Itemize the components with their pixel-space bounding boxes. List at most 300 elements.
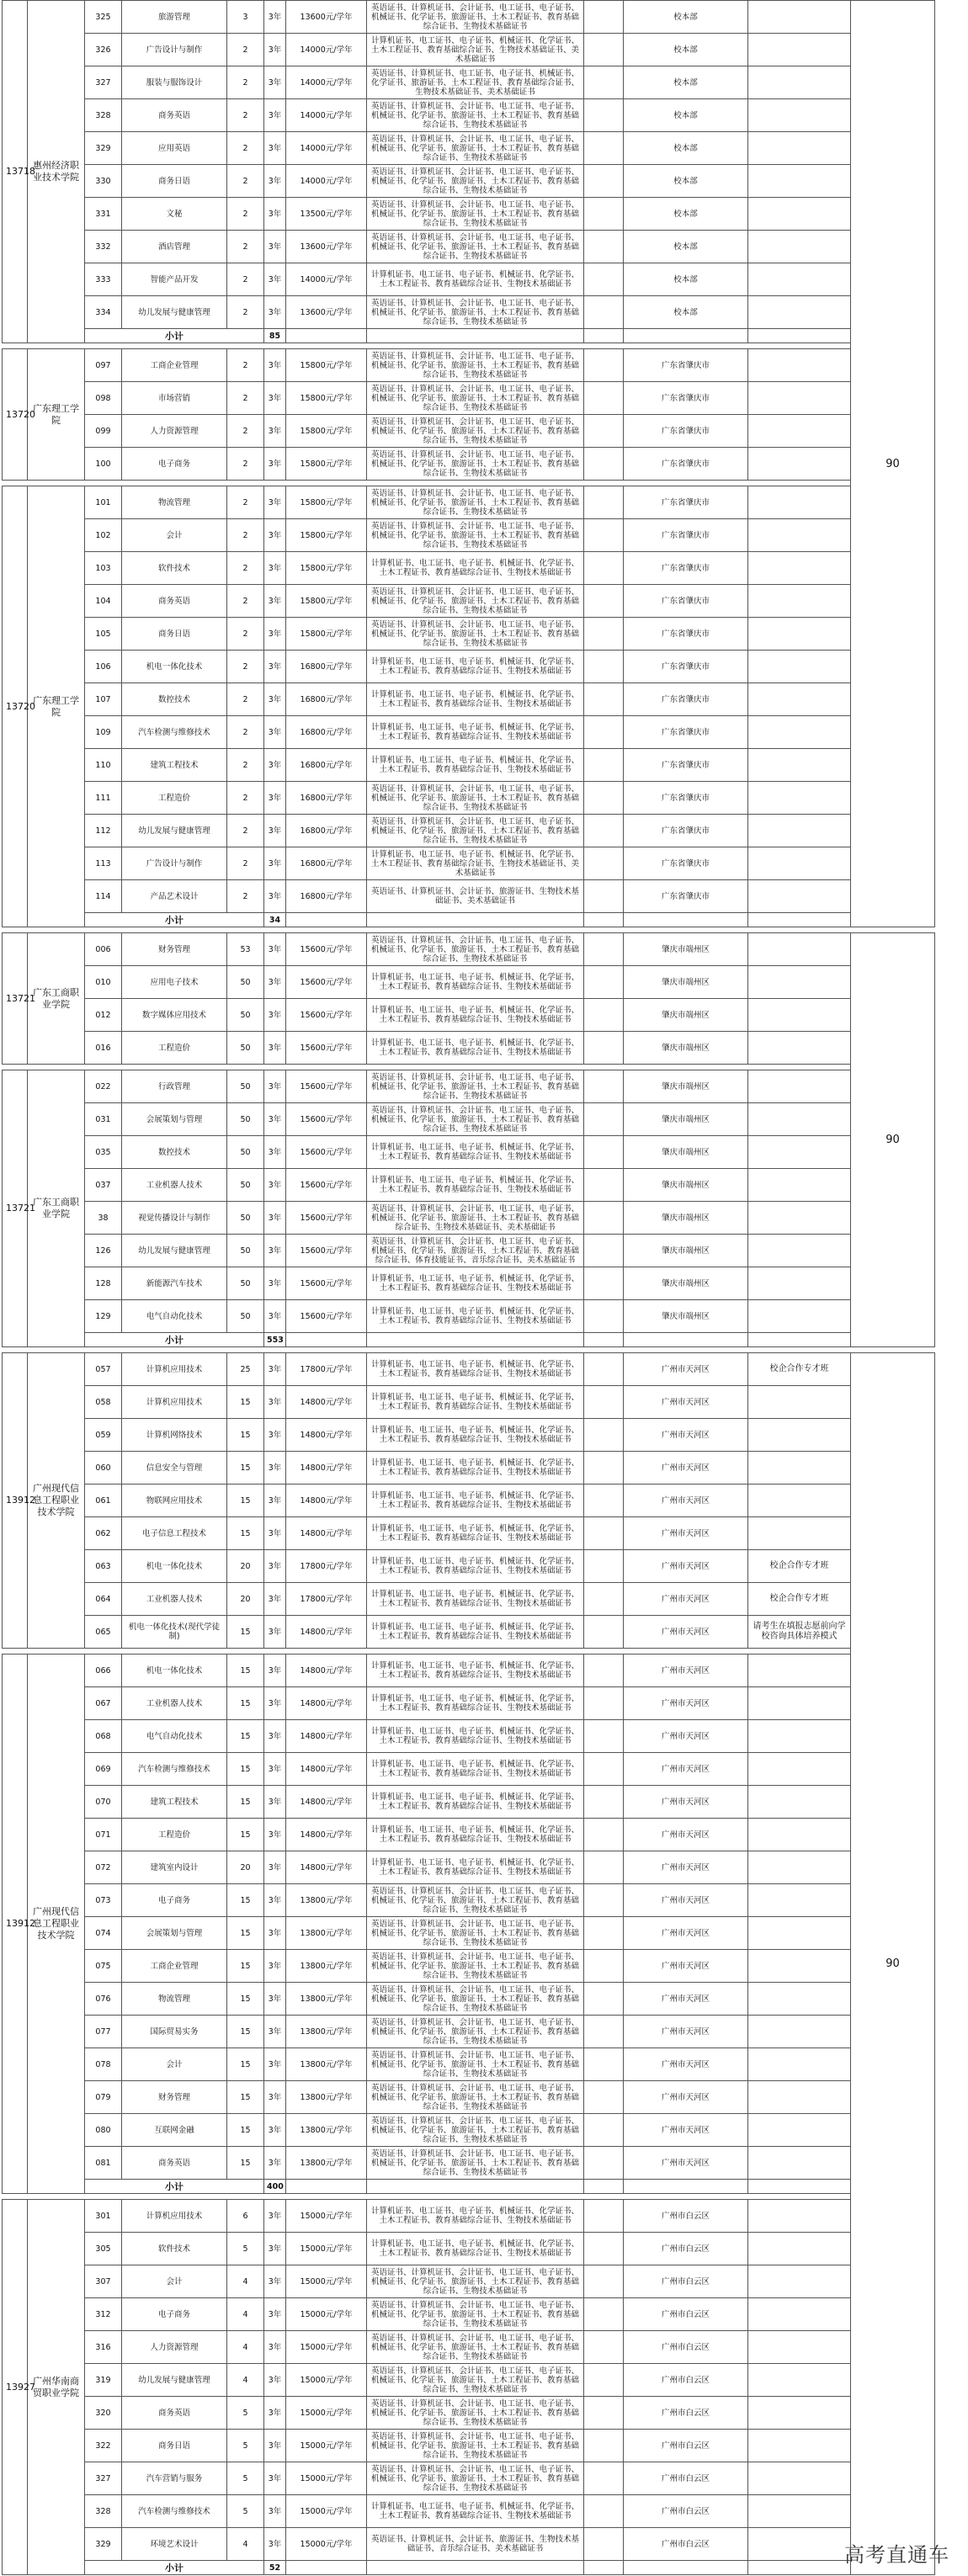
empty-cell — [584, 2200, 624, 2233]
major-code: 031 — [85, 1103, 122, 1136]
empty-cell — [584, 2561, 624, 2575]
campus-location: 校本部 — [624, 263, 748, 296]
major-code: 080 — [85, 2114, 122, 2147]
study-years: 3年 — [264, 1983, 286, 2016]
campus-location: 广州市天河区 — [624, 1753, 748, 1786]
remarks — [748, 99, 851, 132]
major-code: 325 — [85, 1, 122, 34]
major-name: 计算机应用技术 — [122, 1353, 227, 1386]
remarks — [748, 1819, 851, 1851]
remarks — [748, 847, 851, 880]
campus-location: 广州市天河区 — [624, 1386, 748, 1419]
certificate-subjects: 英语证书、计算机证书、会计证书、电工证书、电子证书、机械证书、化学证书、旅游证书、土木工程证书、教育基础综合证书、生物技术基础证书 — [367, 296, 584, 329]
major-code: 073 — [85, 1884, 122, 1917]
major-code: 098 — [85, 382, 122, 415]
table-row — [3, 2048, 935, 2081]
empty-cell — [584, 913, 624, 927]
tuition-fee: 14800元/学年 — [286, 1654, 367, 1687]
campus-location: 广州市天河区 — [624, 2016, 748, 2048]
campus-location: 广东省肇庆市 — [624, 749, 748, 782]
separator-cell — [3, 2194, 851, 2200]
study-years: 3年 — [264, 1103, 286, 1136]
certificate-subjects: 英语证书、计算机证书、会计证书、旅游证书、生物技术基础证书、美术基础证书 — [367, 880, 584, 913]
empty-cell — [584, 1786, 624, 1819]
plan-count: 4 — [227, 2331, 264, 2364]
remarks — [748, 415, 851, 448]
table-row — [3, 132, 935, 165]
major-code: 101 — [85, 486, 122, 519]
subtotal-value: 52 — [264, 2561, 286, 2575]
campus-location: 校本部 — [624, 1, 748, 34]
institution-code: 13720 — [3, 486, 28, 927]
campus-location: 广州市天河区 — [624, 2147, 748, 2180]
major-code: 128 — [85, 1267, 122, 1300]
table-row — [3, 585, 935, 618]
major-name: 会展策划与管理 — [122, 1103, 227, 1136]
study-years: 3年 — [264, 296, 286, 329]
campus-location: 校本部 — [624, 66, 748, 99]
tuition-fee: 13800元/学年 — [286, 1950, 367, 1983]
major-name: 行政管理 — [122, 1070, 227, 1103]
table-row — [3, 486, 935, 519]
table-row — [3, 1353, 935, 1386]
campus-location: 广州市白云区 — [624, 2397, 748, 2430]
tuition-fee: 15000元/学年 — [286, 2430, 367, 2462]
major-code: 071 — [85, 1819, 122, 1851]
major-name: 工程造价 — [122, 782, 227, 815]
certificate-subjects: 英语证书、计算机证书、会计证书、电工证书、电子证书、机械证书、化学证书、旅游证书、土木工程证书、教育基础综合证书、生物技术基础证书 — [367, 933, 584, 966]
study-years: 3年 — [264, 2016, 286, 2048]
major-code: 106 — [85, 651, 122, 683]
empty-cell — [584, 1819, 624, 1851]
tuition-fee: 14800元/学年 — [286, 1851, 367, 1884]
campus-location: 广东省肇庆市 — [624, 519, 748, 552]
group-separator — [3, 2194, 935, 2200]
campus-location: 广州市白云区 — [624, 2430, 748, 2462]
table-row — [3, 415, 935, 448]
plan-count: 53 — [227, 933, 264, 966]
table-row — [3, 2397, 935, 2430]
major-name: 工业机器人技术 — [122, 1583, 227, 1616]
table-row — [3, 1917, 935, 1950]
subtotal-label: 小计 — [85, 329, 264, 343]
study-years: 3年 — [264, 2265, 286, 2298]
tuition-fee: 16800元/学年 — [286, 749, 367, 782]
plan-count: 20 — [227, 1583, 264, 1616]
study-years: 3年 — [264, 1753, 286, 1786]
tuition-fee: 16800元/学年 — [286, 880, 367, 913]
empty-cell — [584, 683, 624, 716]
study-years: 3年 — [264, 2364, 286, 2397]
table-row — [3, 2200, 935, 2233]
tuition-fee: 16800元/学年 — [286, 683, 367, 716]
campus-location: 肇庆市端州区 — [624, 1103, 748, 1136]
empty-cell — [584, 329, 624, 343]
major-code: 322 — [85, 2430, 122, 2462]
tuition-fee: 15600元/学年 — [286, 1202, 367, 1235]
study-years: 3年 — [264, 847, 286, 880]
study-years: 3年 — [264, 2114, 286, 2147]
major-name: 电气自动化技术 — [122, 1300, 227, 1333]
plan-count: 50 — [227, 966, 264, 999]
table-row — [3, 296, 935, 329]
campus-location: 广州市天河区 — [624, 1917, 748, 1950]
tuition-fee: 16800元/学年 — [286, 716, 367, 749]
major-name: 互联网金融 — [122, 2114, 227, 2147]
remarks: 校企合作专才班 — [748, 1550, 851, 1583]
major-code: 006 — [85, 933, 122, 966]
plan-count: 2 — [227, 847, 264, 880]
plan-count: 2 — [227, 519, 264, 552]
table-row — [3, 999, 935, 1032]
empty-cell — [584, 1753, 624, 1786]
empty-cell — [584, 296, 624, 329]
plan-count: 15 — [227, 2048, 264, 2081]
plan-count: 15 — [227, 1819, 264, 1851]
major-name: 数控技术 — [122, 1136, 227, 1169]
plan-count: 2 — [227, 749, 264, 782]
table-row — [3, 1300, 935, 1333]
campus-location: 广东省肇庆市 — [624, 651, 748, 683]
table-row — [3, 165, 935, 198]
table-row — [3, 2265, 935, 2298]
certificate-subjects: 计算机证书、电工证书、电子证书、机械证书、化学证书、土木工程证书、教育基础综合证书、生物技术基础证书 — [367, 1419, 584, 1452]
certificate-subjects: 英语证书、计算机证书、会计证书、电工证书、电子证书、机械证书、化学证书、旅游证书、土木工程证书、教育基础综合证书、生物技术基础证书 — [367, 2364, 584, 2397]
major-name: 产品艺术设计 — [122, 880, 227, 913]
institution-name: 广东理工学院 — [28, 349, 85, 481]
tuition-fee: 15800元/学年 — [286, 415, 367, 448]
tuition-fee: 15000元/学年 — [286, 2331, 367, 2364]
subtotal-value: 553 — [264, 1333, 286, 1347]
certificate-subjects: 计算机证书、电工证书、电子证书、机械证书、化学证书、土木工程证书、教育基础综合证书、生物技术基础证书 — [367, 1753, 584, 1786]
table-row — [3, 749, 935, 782]
empty-cell — [584, 2180, 624, 2194]
tuition-fee: 15600元/学年 — [286, 1032, 367, 1065]
campus-location: 广州市天河区 — [624, 1419, 748, 1452]
empty-cell — [584, 2265, 624, 2298]
empty-cell — [584, 1267, 624, 1300]
major-name: 旅游管理 — [122, 1, 227, 34]
certificate-subjects: 计算机证书、电工证书、电子证书、机械证书、化学证书、土木工程证书、教育基础综合证书、生物技术基础证书 — [367, 1353, 584, 1386]
certificate-subjects: 计算机证书、电工证书、电子证书、机械证书、化学证书、土木工程证书、教育基础综合证书、生物技术基础证书 — [367, 1485, 584, 1517]
empty-cell — [584, 585, 624, 618]
plan-count: 2 — [227, 99, 264, 132]
empty-cell — [584, 1452, 624, 1485]
separator-cell — [3, 1065, 851, 1070]
remarks — [748, 2233, 851, 2265]
certificate-subjects: 计算机证书、电工证书、电子证书、机械证书、化学证书、土木工程证书、教育基础综合证书、生物技术基础证书 — [367, 1386, 584, 1419]
plan-count: 2 — [227, 880, 264, 913]
empty-cell — [584, 2331, 624, 2364]
study-years: 3年 — [264, 1917, 286, 1950]
major-name: 幼儿发展与健康管理 — [122, 1235, 227, 1267]
table-row — [3, 2495, 935, 2528]
study-years: 3年 — [264, 2331, 286, 2364]
campus-location: 广州市天河区 — [624, 1819, 748, 1851]
study-years: 3年 — [264, 2298, 286, 2331]
table-row — [3, 1070, 935, 1103]
empty-cell — [584, 1517, 624, 1550]
table-row — [3, 263, 935, 296]
tuition-fee: 15800元/学年 — [286, 349, 367, 382]
study-years: 3年 — [264, 1136, 286, 1169]
major-name: 电子信息工程技术 — [122, 1517, 227, 1550]
certificate-subjects: 英语证书、计算机证书、会计证书、电工证书、电子证书、机械证书、化学证书、旅游证书、土木工程证书、教育基础综合证书、生物技术基础证书 — [367, 198, 584, 231]
major-name: 商务日语 — [122, 618, 227, 651]
institution-code: 13721 — [3, 933, 28, 1065]
study-years: 3年 — [264, 1235, 286, 1267]
certificate-subjects: 英语证书、计算机证书、会计证书、电工证书、电子证书、机械证书、化学证书、旅游证书、土木工程证书、教育基础综合证书、生物技术基础证书 — [367, 2462, 584, 2495]
table-row — [3, 933, 935, 966]
empty-cell — [584, 1851, 624, 1884]
group-separator — [3, 1347, 935, 1353]
tuition-fee: 15800元/学年 — [286, 382, 367, 415]
major-code: 333 — [85, 263, 122, 296]
campus-location: 肇庆市端州区 — [624, 933, 748, 966]
table-row — [3, 1, 935, 34]
remarks — [748, 349, 851, 382]
remarks — [748, 1235, 851, 1267]
campus-location: 校本部 — [624, 165, 748, 198]
study-years: 3年 — [264, 1819, 286, 1851]
major-name: 会计 — [122, 519, 227, 552]
study-years: 3年 — [264, 2397, 286, 2430]
admission-table — [2, 0, 935, 2575]
major-name: 汽车检测与维修技术 — [122, 2495, 227, 2528]
remarks — [748, 1687, 851, 1720]
plan-count: 4 — [227, 2265, 264, 2298]
certificate-subjects: 计算机证书、电工证书、电子证书、机械证书、化学证书、土木工程证书、教育基础综合证书、生物技术基础证书 — [367, 2233, 584, 2265]
major-code: 066 — [85, 1654, 122, 1687]
institution-name: 广东工商职业学院 — [28, 933, 85, 1065]
campus-location: 广东省肇庆市 — [624, 782, 748, 815]
tuition-fee: 16800元/学年 — [286, 847, 367, 880]
certificate-subjects: 英语证书、计算机证书、会计证书、电工证书、电子证书、机械证书、化学证书、旅游证书、土木工程证书、教育基础综合证书、生物技术基础证书 — [367, 2430, 584, 2462]
group-separator — [3, 927, 935, 933]
plan-count: 2 — [227, 815, 264, 847]
empty-cell — [584, 782, 624, 815]
major-code: 319 — [85, 2364, 122, 2397]
plan-count: 15 — [227, 1983, 264, 2016]
major-code: 113 — [85, 847, 122, 880]
study-years: 3年 — [264, 1550, 286, 1583]
tuition-fee: 14800元/学年 — [286, 1819, 367, 1851]
major-name: 广告设计与制作 — [122, 847, 227, 880]
major-name: 智能产品开发 — [122, 263, 227, 296]
table-row — [3, 2016, 935, 2048]
campus-location: 广东省肇庆市 — [624, 486, 748, 519]
major-name: 服装与服饰设计 — [122, 66, 227, 99]
table-row — [3, 1485, 935, 1517]
tuition-fee: 15600元/学年 — [286, 1267, 367, 1300]
empty-cell — [584, 2233, 624, 2265]
tuition-fee: 15600元/学年 — [286, 1070, 367, 1103]
plan-count: 4 — [227, 2528, 264, 2561]
campus-location: 广州市天河区 — [624, 1884, 748, 1917]
empty-cell — [584, 1583, 624, 1616]
major-name: 软件技术 — [122, 552, 227, 585]
study-years: 3年 — [264, 1851, 286, 1884]
tuition-fee: 15800元/学年 — [286, 585, 367, 618]
major-code: 320 — [85, 2397, 122, 2430]
empty-cell — [584, 2462, 624, 2495]
major-code: 100 — [85, 448, 122, 481]
table-row — [3, 2233, 935, 2265]
certificate-subjects: 英语证书、计算机证书、会计证书、旅游证书、生物技术基础证书、音乐综合证书、美术基础证书 — [367, 2528, 584, 2561]
empty-cell — [748, 329, 851, 343]
tuition-fee: 14000元/学年 — [286, 132, 367, 165]
subtotal-label: 小计 — [85, 1333, 264, 1347]
major-name: 汽车检测与维修技术 — [122, 716, 227, 749]
certificate-subjects: 英语证书、计算机证书、会计证书、电工证书、电子证书、机械证书、化学证书、旅游证书、土木工程证书、教育基础综合证书、生物技术基础证书 — [367, 231, 584, 263]
certificate-subjects: 英语证书、计算机证书、会计证书、电工证书、电子证书、机械证书、化学证书、旅游证书、土木工程证书、教育基础综合证书、生物技术基础证书 — [367, 2147, 584, 2180]
empty-cell — [584, 2430, 624, 2462]
tuition-fee: 15000元/学年 — [286, 2495, 367, 2528]
major-name: 电气自动化技术 — [122, 1720, 227, 1753]
study-years: 3年 — [264, 651, 286, 683]
table-row — [3, 683, 935, 716]
plan-count: 4 — [227, 2298, 264, 2331]
campus-location: 广州市天河区 — [624, 1452, 748, 1485]
major-name: 新能源汽车技术 — [122, 1267, 227, 1300]
campus-location: 广东省肇庆市 — [624, 880, 748, 913]
empty-cell — [367, 1333, 584, 1347]
major-name: 幼儿发展与健康管理 — [122, 815, 227, 847]
plan-count: 20 — [227, 1851, 264, 1884]
major-name: 人力资源管理 — [122, 2331, 227, 2364]
major-name: 会计 — [122, 2265, 227, 2298]
plan-count: 15 — [227, 1884, 264, 1917]
major-name: 幼儿发展与健康管理 — [122, 296, 227, 329]
major-code: 307 — [85, 2265, 122, 2298]
empty-cell — [584, 1983, 624, 2016]
campus-location: 广州市天河区 — [624, 1550, 748, 1583]
empty-cell — [584, 1353, 624, 1386]
certificate-subjects: 英语证书、计算机证书、会计证书、电工证书、电子证书、机械证书、化学证书、旅游证书、土木工程证书、教育基础综合证书、体育技能证书、音乐综合证书、美术基础证书 — [367, 1235, 584, 1267]
remarks — [748, 1300, 851, 1333]
major-code: 069 — [85, 1753, 122, 1786]
tuition-fee: 14000元/学年 — [286, 66, 367, 99]
campus-location: 广州市天河区 — [624, 1786, 748, 1819]
tuition-fee: 15000元/学年 — [286, 2298, 367, 2331]
major-name: 商务日语 — [122, 2430, 227, 2462]
empty-cell — [748, 913, 851, 927]
plan-count: 2 — [227, 585, 264, 618]
remarks — [748, 815, 851, 847]
table-row — [3, 2462, 935, 2495]
major-code: 334 — [85, 296, 122, 329]
certificate-subjects: 计算机证书、电工证书、电子证书、机械证书、化学证书、土木工程证书、教育基础综合证书、生物技术基础证书 — [367, 1169, 584, 1202]
study-years: 3年 — [264, 66, 286, 99]
major-code: 067 — [85, 1687, 122, 1720]
campus-location: 广东省肇庆市 — [624, 847, 748, 880]
study-years: 3年 — [264, 999, 286, 1032]
table-row — [3, 382, 935, 415]
major-code: 111 — [85, 782, 122, 815]
certificate-subjects: 计算机证书、电工证书、电子证书、机械证书、化学证书、土木工程证书、教育基础综合证书、生物技术基础证书 — [367, 1452, 584, 1485]
major-name: 信息安全与管理 — [122, 1452, 227, 1485]
major-code: 102 — [85, 519, 122, 552]
separator-cell — [3, 481, 851, 486]
campus-location: 广东省肇庆市 — [624, 415, 748, 448]
campus-location: 广东省肇庆市 — [624, 683, 748, 716]
separator-cell — [3, 343, 851, 349]
study-years: 3年 — [264, 2081, 286, 2114]
plan-count: 15 — [227, 2114, 264, 2147]
major-code: 331 — [85, 198, 122, 231]
major-name: 商务英语 — [122, 2147, 227, 2180]
tuition-fee: 15000元/学年 — [286, 2364, 367, 2397]
major-code: 107 — [85, 683, 122, 716]
campus-location: 广州市天河区 — [624, 2114, 748, 2147]
institution-code: 13721 — [3, 1070, 28, 1347]
table-row — [3, 1786, 935, 1819]
separator-cell — [3, 1347, 935, 1353]
plan-count: 50 — [227, 1267, 264, 1300]
table-row — [3, 1136, 935, 1169]
plan-count: 2 — [227, 165, 264, 198]
remarks — [748, 132, 851, 165]
remarks — [748, 782, 851, 815]
campus-location: 广州市天河区 — [624, 1353, 748, 1386]
campus-location: 广东省肇庆市 — [624, 382, 748, 415]
certificate-subjects: 英语证书、计算机证书、会计证书、电工证书、电子证书、机械证书、化学证书、旅游证书、土木工程证书、教育基础综合证书、生物技术基础证书 — [367, 99, 584, 132]
empty-cell — [367, 2561, 584, 2575]
major-name: 工业机器人技术 — [122, 1687, 227, 1720]
major-code: 037 — [85, 1169, 122, 1202]
table-row — [3, 1032, 935, 1065]
plan-count: 50 — [227, 1169, 264, 1202]
remarks — [748, 519, 851, 552]
study-years: 3年 — [264, 933, 286, 966]
empty-cell — [584, 1616, 624, 1649]
study-years: 3年 — [264, 1032, 286, 1065]
empty-cell — [584, 66, 624, 99]
table-row — [3, 2528, 935, 2561]
major-code: 099 — [85, 415, 122, 448]
study-years: 3年 — [264, 1452, 286, 1485]
institution-name: 广州现代信息工程职业技术学院 — [28, 1353, 85, 1649]
min-score: 90 — [851, 933, 935, 1347]
table-row — [3, 1103, 935, 1136]
empty-cell — [748, 2561, 851, 2575]
certificate-subjects: 英语证书、计算机证书、会计证书、电工证书、电子证书、机械证书、化学证书、旅游证书、土木工程证书、教育基础综合证书、生物技术基础证书 — [367, 2081, 584, 2114]
tuition-fee: 15600元/学年 — [286, 1103, 367, 1136]
plan-count: 2 — [227, 296, 264, 329]
certificate-subjects: 英语证书、计算机证书、会计证书、电工证书、电子证书、机械证书、化学证书、旅游证书、土木工程证书、教育基础综合证书、生物技术基础证书 — [367, 1103, 584, 1136]
table-row — [3, 815, 935, 847]
certificate-subjects: 计算机证书、电工证书、电子证书、机械证书、化学证书、土木工程证书、教育基础综合证书、生物技术基础证书 — [367, 1300, 584, 1333]
tuition-fee: 15600元/学年 — [286, 1235, 367, 1267]
tuition-fee: 15000元/学年 — [286, 2462, 367, 2495]
institution-name: 广州华南商贸职业学院 — [28, 2200, 85, 2575]
plan-count: 15 — [227, 2016, 264, 2048]
remarks — [748, 231, 851, 263]
study-years: 3年 — [264, 1300, 286, 1333]
certificate-subjects: 英语证书、计算机证书、会计证书、电工证书、电子证书、机械证书、化学证书、旅游证书、土木工程证书、教育基础综合证书、生物技术基础证书 — [367, 415, 584, 448]
empty-cell — [584, 2114, 624, 2147]
major-code: 329 — [85, 2528, 122, 2561]
remarks — [748, 2331, 851, 2364]
subtotal-value: 400 — [264, 2180, 286, 2194]
empty-cell — [584, 1550, 624, 1583]
tuition-fee: 14000元/学年 — [286, 34, 367, 66]
certificate-subjects: 英语证书、计算机证书、电工证书、电子证书、机械证书、化学证书、旅游证书、土木工程证书、教育基础综合证书、生物技术基础证书、美术基础证书 — [367, 66, 584, 99]
plan-count: 2 — [227, 486, 264, 519]
empty-cell — [584, 1884, 624, 1917]
plan-count: 15 — [227, 1616, 264, 1649]
plan-count: 15 — [227, 1654, 264, 1687]
